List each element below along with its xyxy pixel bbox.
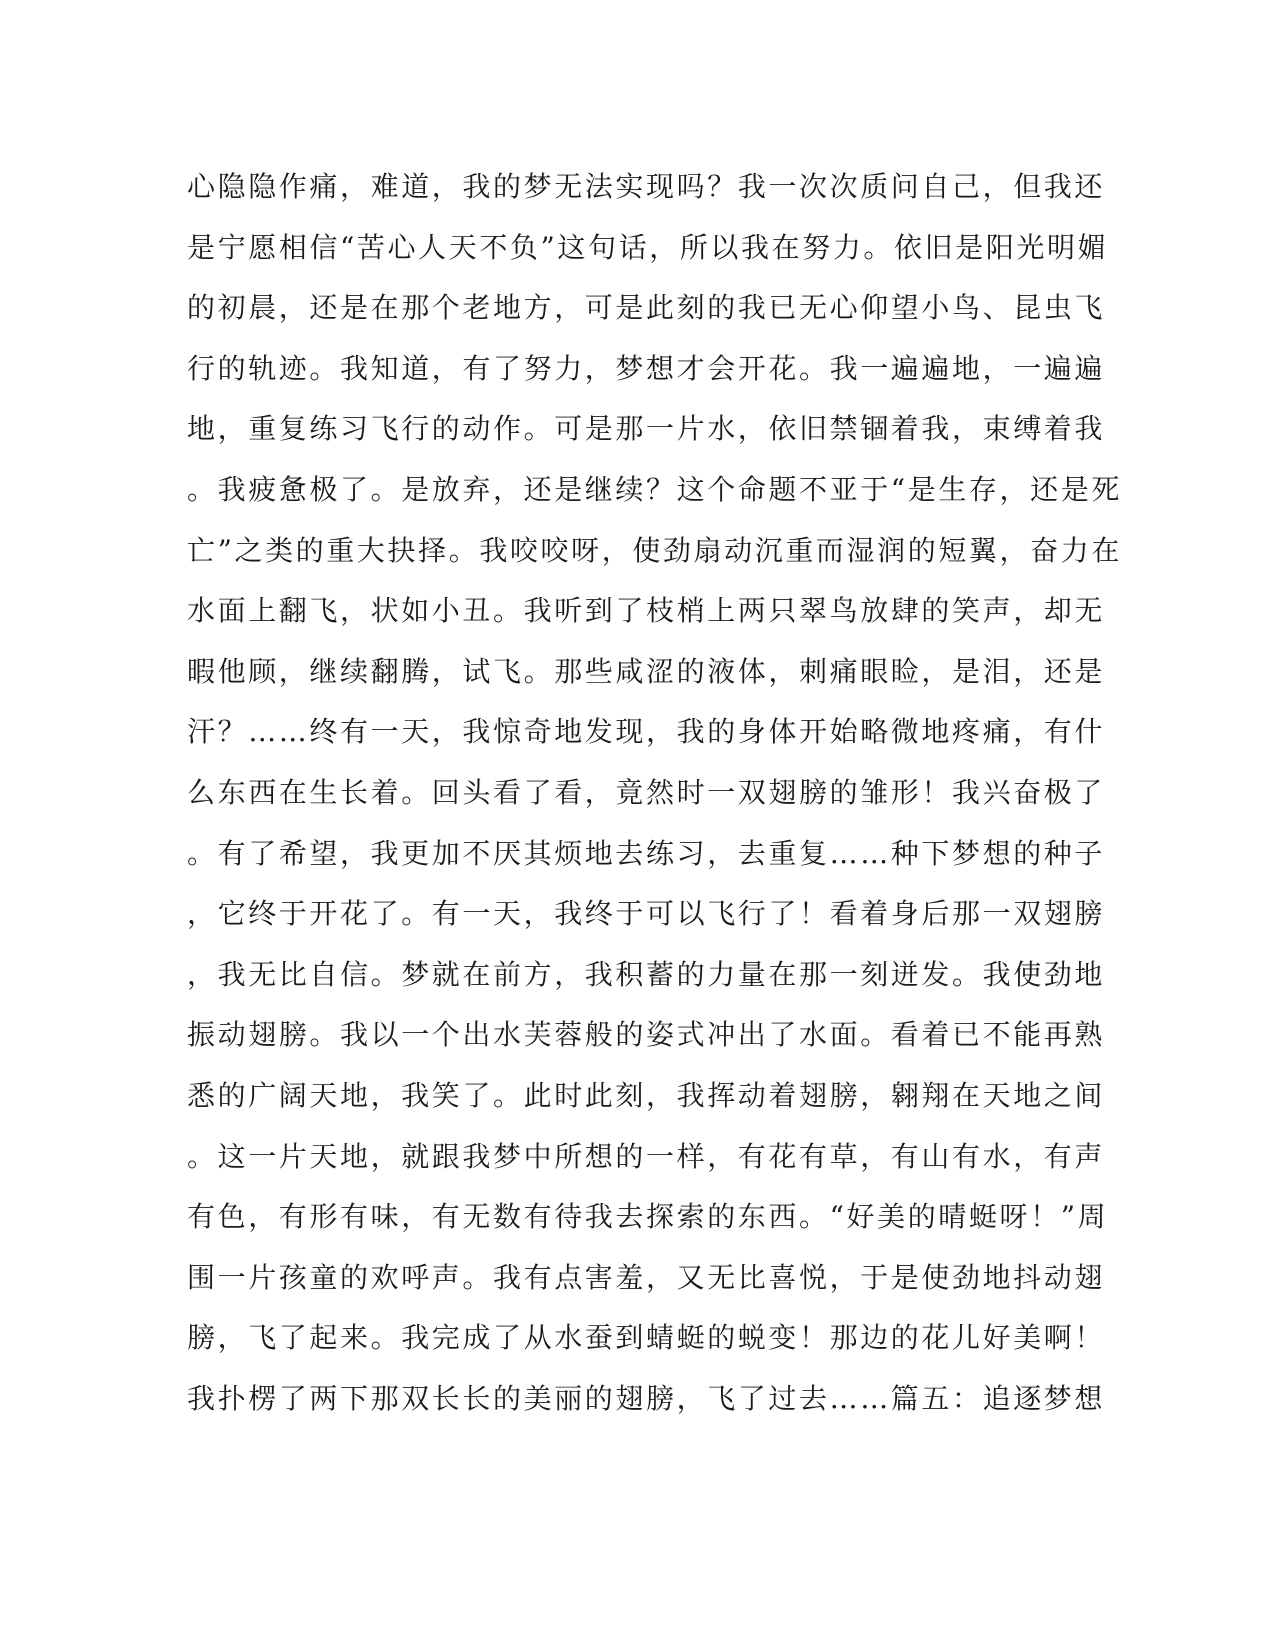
text-line: 悉的广阔天地，我笑了。此时此刻，我挥动着翅膀，翱翔在天地之间 <box>187 1078 1106 1112</box>
text-line: ，它终于开花了。有一天，我终于可以飞行了！看着身后那一双翅膀 <box>187 897 1106 931</box>
text-line: 地，重复练习飞行的动作。可是那一片水，依旧禁锢着我，束缚着我 <box>187 412 1106 446</box>
text-line: 行的轨迹。我知道，有了努力，梦想才会开花。我一遍遍地，一遍遍 <box>187 351 1106 385</box>
body-text <box>187 157 1122 1429</box>
text-line: 有色，有形有味，有无数有待我去探索的东西。“好美的晴蜓呀！”周 <box>187 1200 1109 1234</box>
text-line: ，我无比自信。梦就在前方，我积蓄的力量在那一刻迸发。我使劲地 <box>187 957 1106 991</box>
text-line: 膀，飞了起来。我完成了从水蚕到蜻蜓的蜕变！那边的花儿好美啊！ <box>187 1321 1106 1355</box>
text-line: 振动翅膀。我以一个出水芙蓉般的姿式冲出了水面。看着已不能再熟 <box>187 1018 1106 1052</box>
text-line: 围一片孩童的欢呼声。我有点害羞，又无比喜悦，于是使劲地抖动翅 <box>187 1260 1106 1294</box>
text-line: 。这一片天地，就跟我梦中所想的一样，有花有草，有山有水，有声 <box>187 1139 1106 1173</box>
text-line: 心隐隐作痛，难道，我的梦无法实现吗？我一次次质问自己，但我还 <box>187 170 1106 203</box>
text-line: 我扑楞了两下那双长长的美丽的翅膀，飞了过去……篇五：追逐梦想 <box>187 1381 1106 1415</box>
text-line: 汗？……终有一天，我惊奇地发现，我的身体开始略微地疼痛，有什 <box>187 715 1106 749</box>
text-line: 么东西在生长着。回头看了看，竟然时一双翅膀的雏形！我兴奋极了 <box>187 775 1106 809</box>
text-line: 亡”之类的重大抉择。我咬咬呀，使劲扇动沉重而湿润的短翼，奋力在 <box>187 533 1122 567</box>
text-line: 暇他顾，继续翻腾，试飞。那些咸涩的液体，刺痛眼睑，是泪，还是 <box>187 654 1106 688</box>
text-line: 是宁愿相信“苦心人天不负”这句话，所以我在努力。依旧是阳光明媚 <box>187 230 1109 264</box>
text-line: 水面上翻飞，状如小丑。我听到了枝梢上两只翠鸟放肆的笑声，却无 <box>187 594 1106 628</box>
text-line: 的初晨，还是在那个老地方，可是此刻的我已无心仰望小鸟、昆虫飞 <box>187 291 1106 325</box>
text-line: 。我疲惫极了。是放弃，还是继续？这个命题不亚于“是生存，还是死 <box>187 472 1122 506</box>
text-line: 。有了希望，我更加不厌其烦地去练习，去重复……种下梦想的种子 <box>187 836 1106 870</box>
